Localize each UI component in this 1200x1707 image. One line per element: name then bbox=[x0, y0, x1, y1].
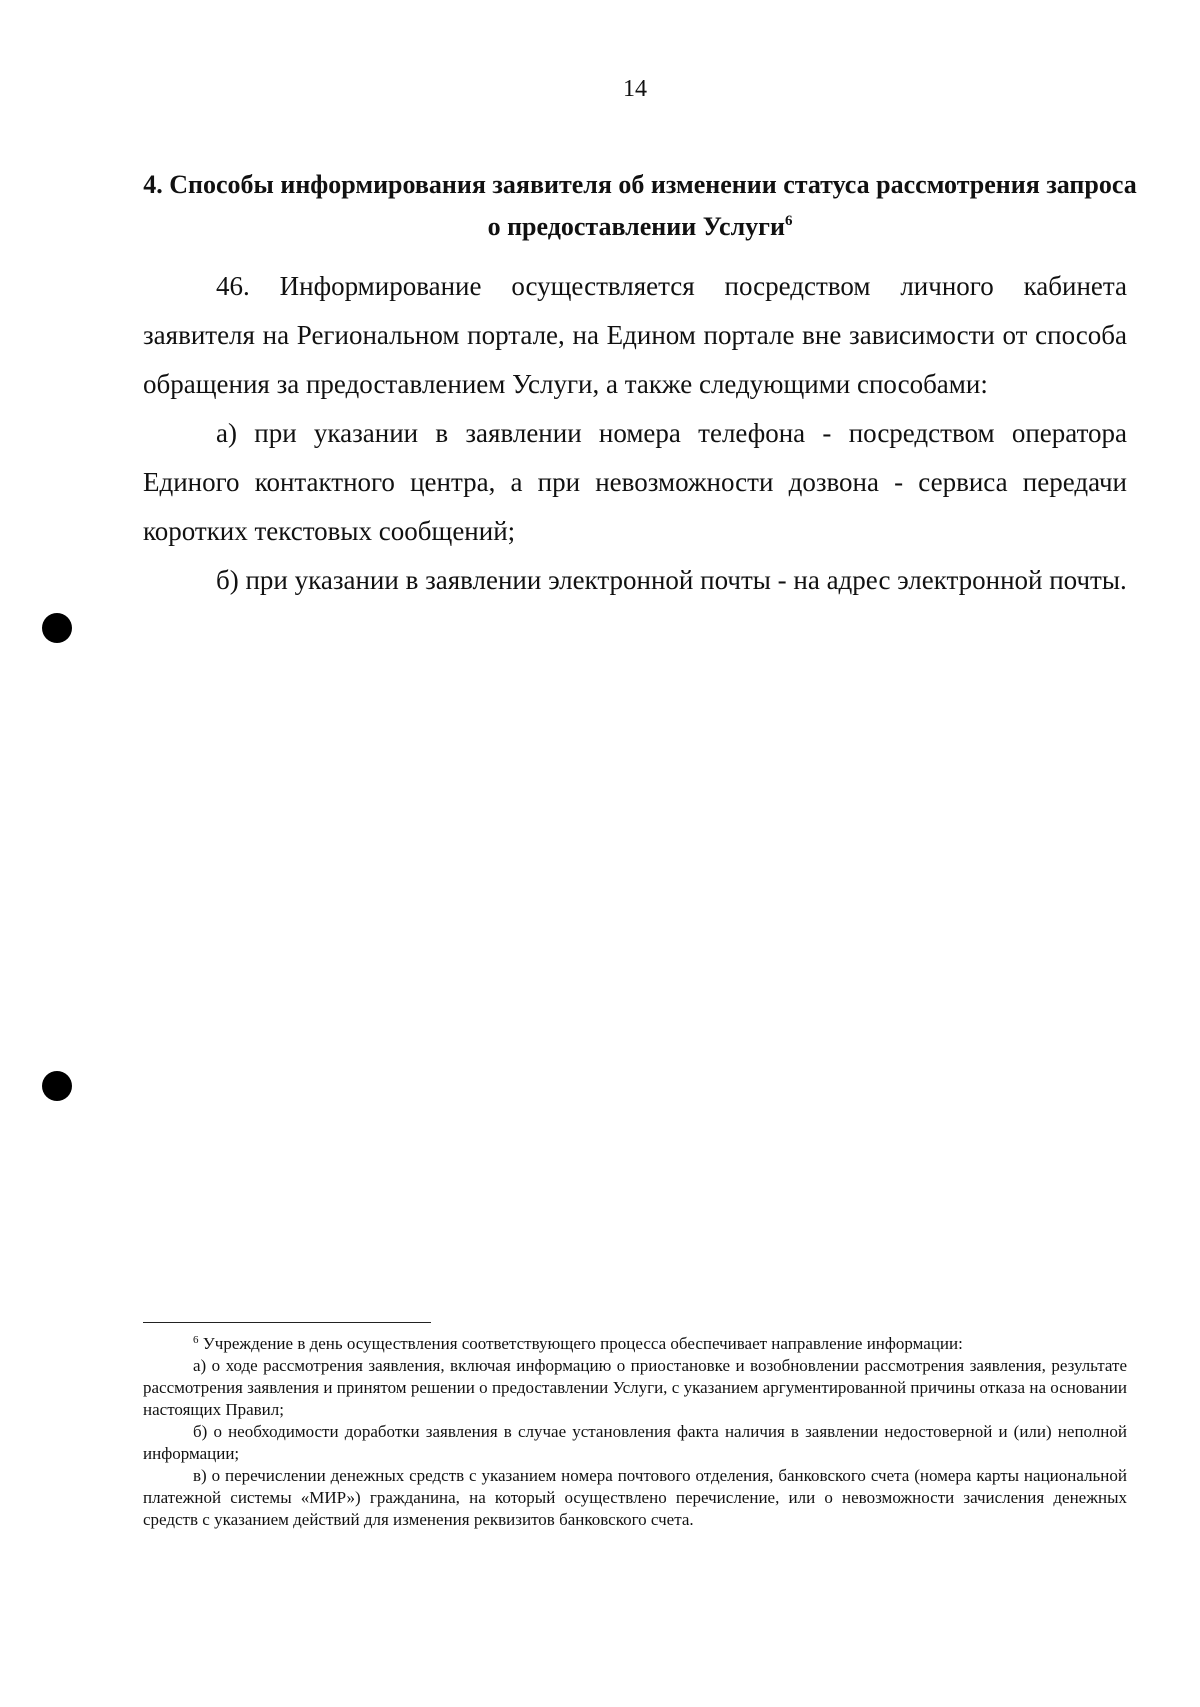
body-text bbox=[143, 262, 1127, 605]
footnote-intro bbox=[143, 1333, 1127, 1355]
section-heading-text: 4. Способы информирования заявителя об изменении статуса рассмотрения запроса о предоставлении Услуги bbox=[143, 170, 1137, 241]
punch-hole-mark bbox=[42, 1071, 72, 1101]
footnote-number: 6 bbox=[193, 1334, 199, 1346]
footnote-separator bbox=[143, 1322, 431, 1323]
punch-hole-mark bbox=[42, 613, 72, 643]
footnote-item-v: в) о перечислении денежных средств с указанием номера почтового отделения, банковского счета (номера карты национальной платежной системы «МИР») гражданина, на который осуществлено перечисление, или о невозможности зачисления денежных средств с указанием действий для изменения реквизитов банковского счета. bbox=[143, 1466, 1127, 1529]
footnotes bbox=[143, 1333, 1127, 1531]
footnote-intro-text: Учреждение в день осуществления соответствующего процесса обеспечивает направление информации: bbox=[202, 1334, 963, 1353]
footnote-item-a: а) о ходе рассмотрения заявления, включая информацию о приостановке и возобновлении рассмотрения заявления, результате рассмотрения заявления и принятом решении о предоставлении Услуги, с указанием аргументированной причины отказа на основании настоящих Правил; bbox=[143, 1356, 1127, 1419]
section-heading bbox=[140, 164, 1140, 248]
paragraph-46: 46. Информирование осуществляется посредством личного кабинета заявителя на Региональном портале, на Едином портале вне зависимости от способа обращения за предоставлением Услуги, а также следующими способами: bbox=[143, 271, 1127, 399]
paragraph-item-b: б) при указании в заявлении электронной почты - на адрес электронной почты. bbox=[216, 565, 1127, 595]
page-number: 14 bbox=[623, 76, 647, 102]
footnote-reference: 6 bbox=[784, 213, 793, 229]
paragraph-item-a: а) при указании в заявлении номера телефона - посредством оператора Единого контактного центра, а при невозможности дозвона - сервиса передачи коротких текстовых сообщений; bbox=[143, 418, 1127, 546]
footnote-item-b: б) о необходимости доработки заявления в случае установления факта наличия в заявлении недостоверной и (или) неполной информации; bbox=[143, 1422, 1127, 1463]
